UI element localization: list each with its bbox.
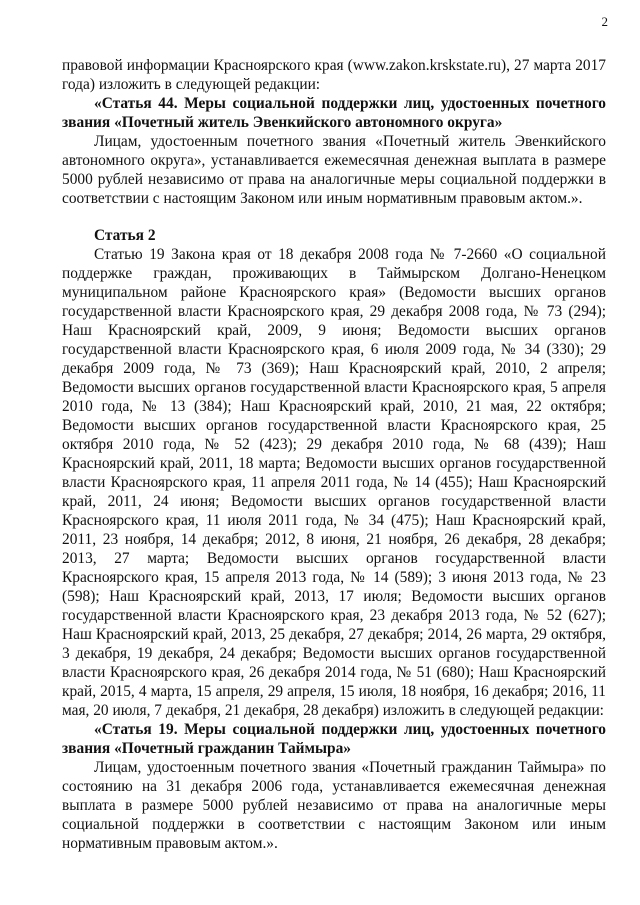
article-19-heading: «Статья 19. Меры социальной поддержки лиц, удостоенных почетного звания «Почетный гражданин Таймыра»	[62, 721, 606, 757]
article-19-body: Лицам, удостоенным почетного звания «Почетный гражданин Таймыра» по состоянию на 31 декабря 2006 года, устанавливается ежемесячная денежная выплата в размере 5000 рублей независимо от права на аналогичные меры социальной поддержки в соответствии с настоящим Законом или иным нормативным правовым актом.».	[62, 759, 606, 852]
intro-continuation: правовой информации Красноярского края (www.zakon.krskstate.ru), 27 марта 2017 года) изложить в следующей редакции:	[62, 57, 606, 93]
paragraph-gap	[62, 208, 606, 226]
article-2-title: Статья 2	[94, 227, 156, 244]
article-2-body: Статью 19 Закона края от 18 декабря 2008 года № 7-2660 «О социальной поддержке граждан, проживающих в Таймырском Долгано-Ненецком муниципальном районе Красноярского края» (Ведомости высших органов государственной власти Красноярского края, 29 декабря 2008 года, № 73 (294); Наш Красноярский край, 2009, 9 июня; Ведомости высших органов государственной власти Красноярского края, 6 июля 2009 года, № 34 (330); 29 декабря 2009 года, № 73 (369); Наш Красноярский край, 2010, 2 апреля; Ведомости высших органов государственной власти Красноярского края, 5 апреля 2010 года, № 13 (384); Наш Красноярский край, 2010, 21 мая, 22 октября; Ведомости высших органов государственной власти Красноярского края, 25 октября 2010 года, № 52 (423); 29 декабря 2010 года, № 68 (439); Наш Красноярский край, 2011, 18 марта; Ведомости высших органов государственной власти Красноярского края, 11 апреля 2011 года, № 14 (455); Наш Красноярский край, 2011, 24 июня; Ведомости высших органов государственной власти Красноярского края, 11 июля 2011 года, № 34 (475); Наш Красноярский край, 2011, 23 ноября, 14 декабря; 2012, 8 июня, 21 ноября, 26 декабря, 28 декабря; 2013, 27 марта; Ведомости высших органов государственной власти Красноярского края, 15 апреля 2013 года, № 14 (589); 3 июня 2013 года, № 23 (598); Наш Красноярский край, 2013, 17 июля; Ведомости высших органов государственной власти Красноярского края, 23 декабря 2013 года, № 52 (627); Наш Красноярский край, 2013, 25 декабря, 27 декабря; 2014, 26 марта, 29 октября, 3 декабря, 19 декабря, 24 декабря; Ведомости высших органов государственной власти Красноярского края, 26 декабря 2014 года, № 51 (680); Наш Красноярский край, 2015, 4 марта, 15 апреля, 29 апреля, 15 июля, 18 ноября, 16 декабря; 2016, 11 мая, 20 июля, 7 декабря, 21 декабря, 28 декабря) изложить в следующей редакции:	[62, 246, 606, 719]
page-number: 2	[601, 14, 608, 29]
article-44-heading: «Статья 44. Меры социальной поддержки лиц, удостоенных почетного звания «Почетный житель Эвенкийского автономного округа»	[62, 95, 606, 131]
document-body	[62, 56, 606, 853]
article-44-body: Лицам, удостоенным почетного звания «Почетный житель Эвенкийского автономного округа», устанавливается ежемесячная денежная выплата в размере 5000 рублей независимо от права на аналогичные меры социальной поддержки в соответствии с настоящим Законом или иным нормативным правовым актом.».	[62, 133, 606, 207]
